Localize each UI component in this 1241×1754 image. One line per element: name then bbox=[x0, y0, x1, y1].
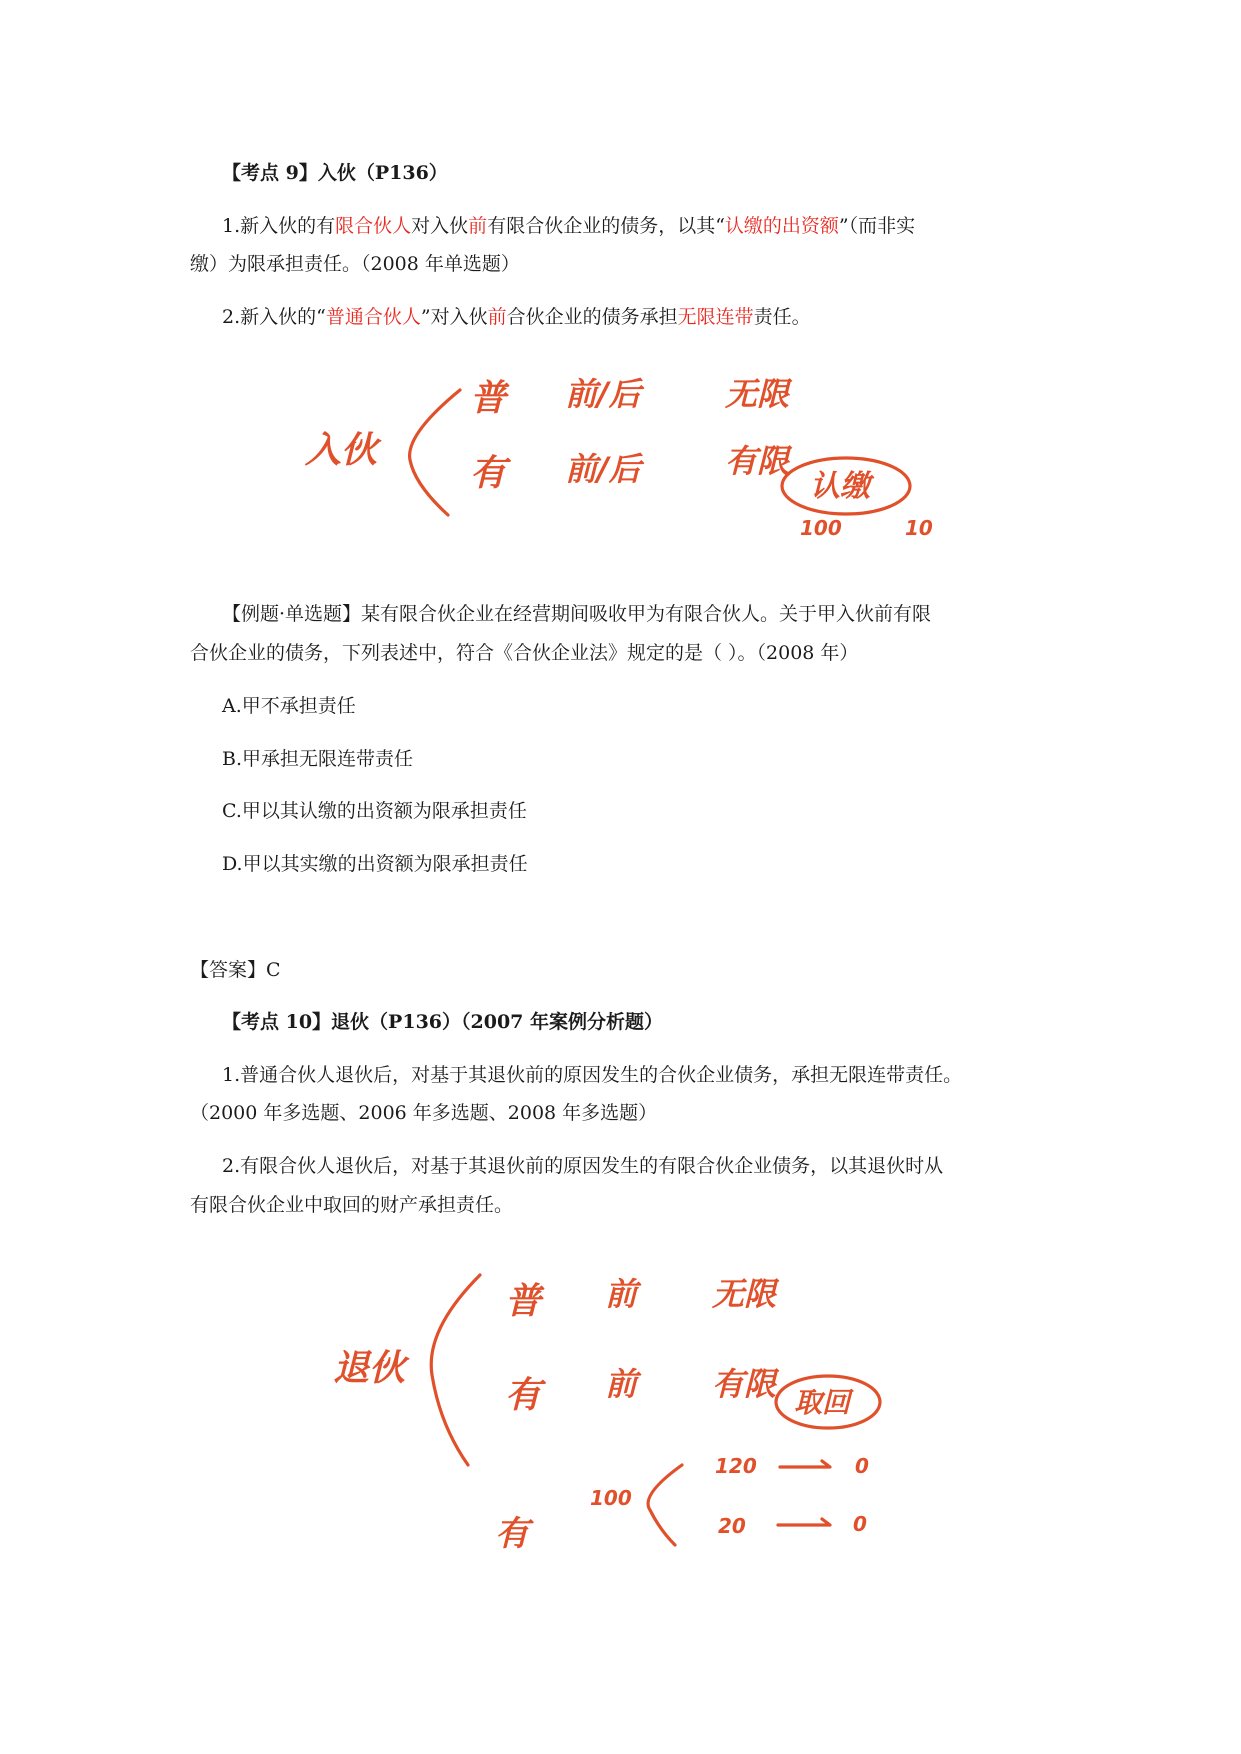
highlight-text: 限合伙人 bbox=[335, 215, 412, 237]
branch-value: 20 bbox=[718, 1514, 746, 1538]
text-run: 2.新入伙的“ bbox=[222, 306, 326, 328]
answer: 【答案】C bbox=[190, 959, 281, 981]
highlight-text: 前 bbox=[487, 306, 507, 328]
option-b: B.甲承担无限连带责任 bbox=[222, 748, 414, 770]
circled-label: 取回 bbox=[794, 1386, 851, 1419]
number-label: 100 bbox=[800, 516, 842, 540]
example-question-line-1: 【例题·单选题】某有限合伙企业在经营期间吸收甲为有限合伙人。关于甲入伙前有限 bbox=[222, 603, 932, 625]
branch-result: 0 bbox=[855, 1454, 869, 1478]
sec10-para-1-line-2: （2000 年多选题、2006 年多选题、2008 年多选题） bbox=[190, 1102, 658, 1124]
text-run: 对入伙 bbox=[411, 215, 469, 237]
row1-label: 普 bbox=[505, 1281, 542, 1322]
brace bbox=[410, 390, 460, 515]
sub-root-label: 有 bbox=[495, 1514, 529, 1554]
highlight-text: 无限连带 bbox=[677, 306, 754, 328]
sec10-para-2-line-1: 2.有限合伙人退伙后，对基于其退伙前的原因发生的有限合伙企业债务，以其退伙时从 bbox=[222, 1155, 944, 1177]
row2-label: 有 bbox=[470, 453, 507, 494]
row2-label: 有 bbox=[505, 1375, 542, 1416]
number-label: 10 bbox=[905, 516, 933, 540]
row2-time: 前 bbox=[605, 1365, 638, 1403]
branch-result: 0 bbox=[853, 1512, 867, 1536]
highlight-text: 普通合伙人 bbox=[325, 306, 421, 328]
arrow bbox=[780, 1461, 830, 1467]
branch-value: 120 bbox=[715, 1454, 757, 1478]
sec9-para-1-line-1 bbox=[222, 213, 1092, 239]
section-9-heading: 【考点 9】入伙（P136） bbox=[222, 162, 448, 184]
highlight-text: 前 bbox=[468, 215, 488, 237]
row2-liability: 有限 bbox=[712, 1365, 777, 1403]
sub-brace bbox=[648, 1465, 682, 1545]
text-run: 合伙企业的债务承担 bbox=[506, 306, 678, 328]
row1-liability: 无限 bbox=[725, 375, 790, 413]
row1-label: 普 bbox=[470, 378, 507, 419]
option-c: C.甲以其认缴的出资额为限承担责任 bbox=[222, 800, 527, 822]
sec9-para-1-line-2: 缴）为限承担责任。（2008 年单选题） bbox=[190, 253, 520, 275]
text-run: 责任。 bbox=[753, 306, 811, 328]
section-10-heading: 【考点 10】退伙（P136）（2007 年案例分析题） bbox=[222, 1011, 663, 1033]
option-d: D.甲以其实缴的出资额为限承担责任 bbox=[222, 853, 528, 875]
arrow bbox=[778, 1519, 830, 1525]
handwritten-diagram-join bbox=[0, 350, 1241, 550]
sec10-para-1-line-1: 1.普通合伙人退伙后，对基于其退伙前的原因发生的合伙企业债务，承担无限连带责任。 bbox=[222, 1064, 963, 1086]
example-question-line-2: 合伙企业的债务，下列表述中，符合《合伙企业法》规定的是（ ）。（2008 年） bbox=[190, 642, 859, 664]
circled-label: 认缴 bbox=[810, 469, 870, 504]
row1-time: 前/后 bbox=[565, 375, 641, 413]
text-run: 1.新入伙的有 bbox=[222, 215, 336, 237]
highlight-text: 认缴的出资额 bbox=[724, 215, 839, 237]
row2-time: 前/后 bbox=[565, 450, 641, 488]
sec10-para-2-line-2: 有限合伙企业中取回的财产承担责任。 bbox=[190, 1194, 514, 1216]
diagram-root-label: 退伙 bbox=[333, 1348, 406, 1389]
handwritten-diagram-withdrawal bbox=[0, 1255, 1241, 1575]
row1-liability: 无限 bbox=[712, 1275, 777, 1313]
sec9-para-2 bbox=[222, 304, 1092, 330]
diagram-root-label: 入伙 bbox=[305, 430, 378, 471]
row2-liability: 有限 bbox=[725, 442, 790, 480]
option-a: A.甲不承担责任 bbox=[222, 695, 356, 717]
sub-number: 100 bbox=[590, 1486, 632, 1510]
text-run: 有限合伙企业的债务，以其“ bbox=[487, 215, 725, 237]
text-run: ”对入伙 bbox=[420, 306, 488, 328]
brace bbox=[431, 1275, 480, 1465]
text-run: ”（而非实 bbox=[838, 215, 916, 237]
row1-time: 前 bbox=[605, 1275, 638, 1313]
